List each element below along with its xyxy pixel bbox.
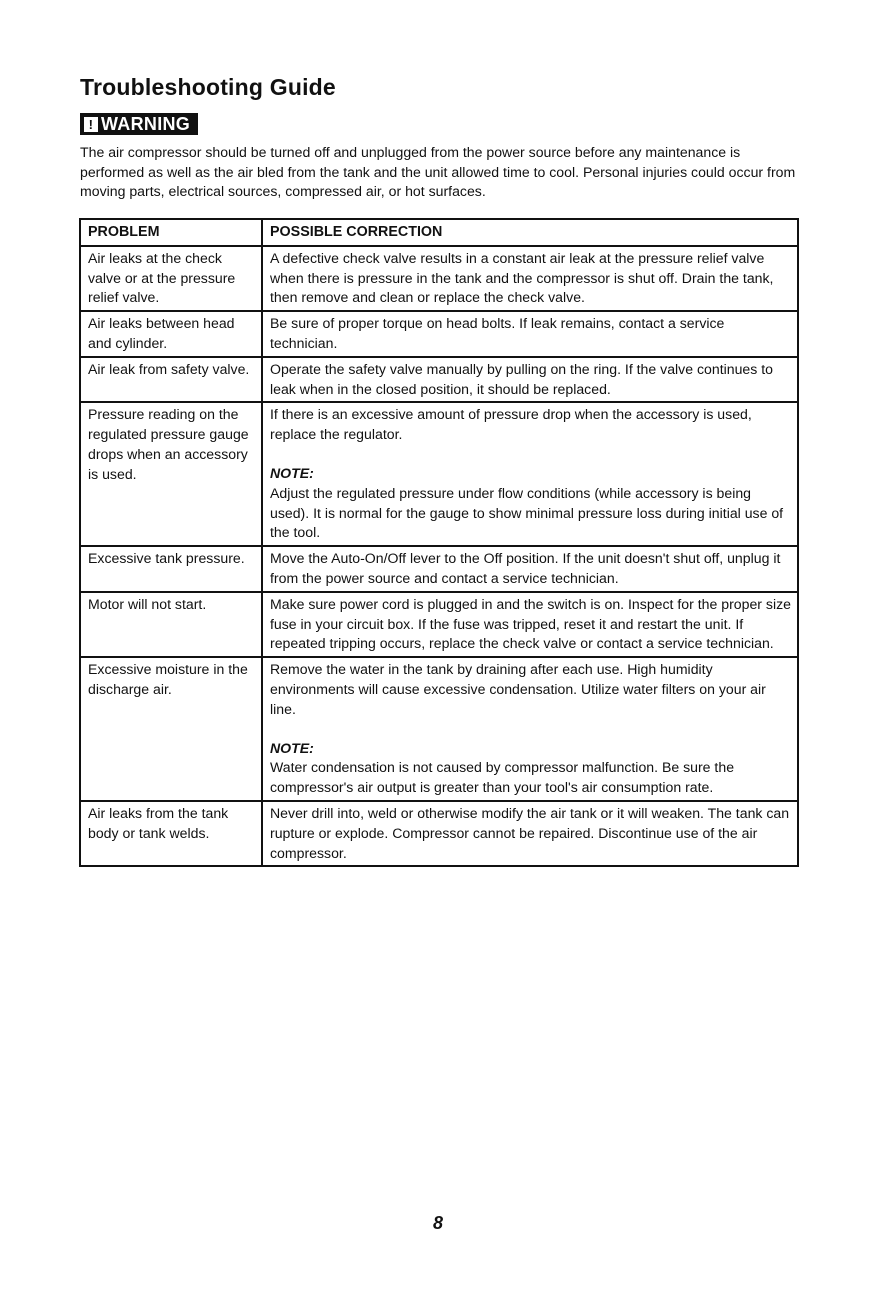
page-number: 8 bbox=[432, 1213, 443, 1233]
correction-cell bbox=[262, 402, 798, 546]
correction-text: Remove the water in the tank by draining after each use. High humidity environments will cause excessive condensation. Utilize water filters on your air line. bbox=[270, 661, 766, 717]
table-row bbox=[80, 592, 798, 657]
correction-cell: Move the Auto-On/Off lever to the Off position. If the unit doesn't shut off, unplug it from the power source and contact a service technician. bbox=[262, 546, 798, 592]
header-possible-correction: POSSIBLE CORRECTION bbox=[262, 219, 798, 246]
warning-text: The air compressor should be turned off and unplugged from the power source before any maintenance is performed as well as the air bled from the tank and the unit allowed time to cool. Personal injuries could occur from moving parts, electrical sources, compressed air, or hot surfaces. bbox=[80, 144, 796, 200]
problem-cell: Motor will not start. bbox=[80, 592, 262, 657]
page-title: Troubleshooting Guide bbox=[80, 74, 336, 100]
note-label: NOTE: bbox=[270, 739, 314, 756]
table-row bbox=[80, 311, 798, 357]
correction-cell: Make sure power cord is plugged in and the switch is on. Inspect for the proper size fuse in your circuit box. If the fuse was tripped, reset it and restart the unit. If repeated tripping occurs, replace the check valve or contact a service technician. bbox=[262, 592, 798, 657]
warning-badge bbox=[80, 113, 198, 135]
problem-cell: Pressure reading on the regulated pressure gauge drops when an accessory is used. bbox=[80, 402, 262, 546]
correction-cell: Operate the safety valve manually by pulling on the ring. If the valve continues to leak when in the closed position, it should be replaced. bbox=[262, 357, 798, 403]
note-text: Adjust the regulated pressure under flow conditions (while accessory is being used). It is normal for the gauge to show minimal pressure loss during initial use of the tool. bbox=[270, 484, 784, 541]
problem-cell: Excessive tank pressure. bbox=[80, 546, 262, 592]
table-header-row bbox=[80, 219, 798, 246]
header-problem: PROBLEM bbox=[80, 219, 262, 246]
note-label: NOTE: bbox=[270, 464, 314, 481]
table-row bbox=[80, 546, 798, 592]
correction-cell: Never drill into, weld or otherwise modify the air tank or it will weaken. The tank can rupture or explode. Compressor cannot be repaired. Discontinue use of the air compressor. bbox=[262, 801, 798, 866]
warning-label: WARNING bbox=[101, 114, 191, 134]
correction-cell: Be sure of proper torque on head bolts. If leak remains, contact a service technician. bbox=[262, 311, 798, 357]
note-text: Water condensation is not caused by compressor malfunction. Be sure the compressor's air output is greater than your tool's air consumption rate. bbox=[270, 759, 735, 796]
problem-cell: Air leaks between head and cylinder. bbox=[80, 311, 262, 357]
table-row bbox=[80, 246, 798, 311]
correction-text: If there is an excessive amount of pressure drop when the accessory is used, replace the regulator. bbox=[270, 406, 752, 443]
table-row bbox=[80, 402, 798, 546]
troubleshooting-table bbox=[79, 218, 799, 867]
warning-exclamation-icon: ! bbox=[84, 117, 98, 132]
correction-cell bbox=[262, 657, 798, 801]
problem-cell: Air leaks from the tank body or tank welds. bbox=[80, 801, 262, 866]
correction-cell: A defective check valve results in a constant air leak at the pressure relief valve when there is pressure in the tank and the compressor is shut off. Drain the tank, then remove and clean or replace the check valve. bbox=[262, 246, 798, 311]
problem-cell: Air leak from safety valve. bbox=[80, 357, 262, 403]
problem-cell: Air leaks at the check valve or at the pressure relief valve. bbox=[80, 246, 262, 311]
problem-cell: Excessive moisture in the discharge air. bbox=[80, 657, 262, 801]
table-row bbox=[80, 657, 798, 801]
table-row bbox=[80, 357, 798, 403]
table-row bbox=[80, 801, 798, 866]
